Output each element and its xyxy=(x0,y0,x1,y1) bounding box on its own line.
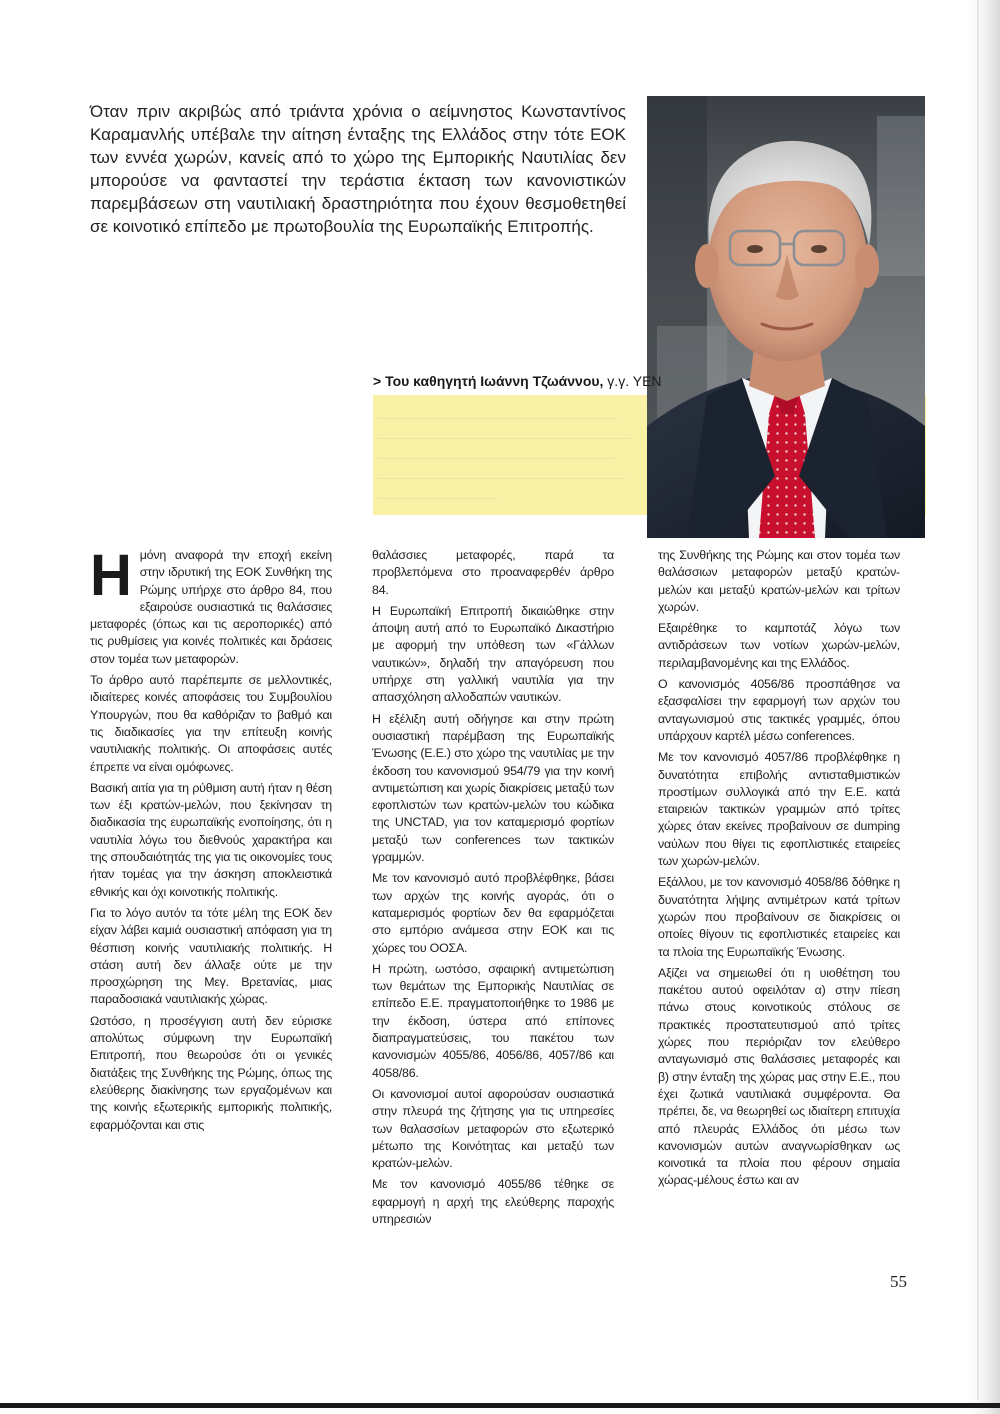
paragraph: Η εξέλιξη αυτή οδήγησε και στην πρώτη ουσιαστική παρέμβαση της Ευρωπαϊκής Ένωσης (Ε.Ε.) στο χώρο της ναυτιλίας με την έκδοση του κανονισμού 954/79 για την κοινή αντιμετώπιση και χωρίς διακρίσεις μεταξύ των εφοπλιστών των κρατών-μελών του κώδικα της UNCTAD, για τον καταμερισμό φορτίων μεταξύ των conferences των τακτικών γραμμών. xyxy=(372,711,614,865)
byline-role: γ.γ. ΥΕΝ xyxy=(603,373,662,389)
paragraph: Αξίζει να σημειωθεί ότι η υιοθέτηση του πακέτου αυτού οφειλόταν α) στην πίεση πάνω στους κοινοτικούς στόλους σε πρακτικές προστατευτισμού από τρίτες χώρες που περιόριζαν τον ελεύθερο ανταγωνισμό στις θαλάσσιες μεταφορές και β) στην ένταξη της χώρας μας στην Ε.Ε., που έχει ζωτικά ναυτιλιακά συμφέροντα. Θα πρέπει, δε, να θεωρηθεί ως ιδιαίτερη επιτυχία από πλευράς Ελλάδος ότι μέσω των κανονισμών αυτών αναγνωρίσθηκαν ως κοινοτικά τα πλοία που φέρουν σημαία χώρας-μέλους έστω και αν xyxy=(658,965,900,1188)
highlight-band-bleedthrough xyxy=(378,402,640,499)
paragraph: Ημόνη αναφορά την εποχή εκείνη στην ιδρυτική της ΕΟΚ Συνθήκη της Ρώμης υπήρχε στο άρθρο 84, που εξαιρούσε ουσιαστικά τις θαλάσσιες μεταφορές (όπως και τις αεροπορικές) από τις ρυθμίσεις για κοινές πολιτικές και δράσεις στον τομέα των μεταφορών. xyxy=(90,543,332,666)
paragraph: Η πρώτη, ωστόσο, σφαιρική αντιμετώπιση των θεμάτων της Εμπορικής Ναυτιλίας σε επίπεδο Ε.Ε. πραγματοποιήθηκε το 1986 με την έκδοση, ύστερα από επίπονες διαπραγματεύσεις, του πακέτου των κανονισμών 4055/86, 4056/86, 4057/86 και 4058/86. xyxy=(372,961,614,1080)
column-2 xyxy=(372,547,614,1232)
paragraph: Με τον κανονισμό αυτό προβλέφθηκε, βάσει των αρχών της κοινής αγοράς, ότι ο καταμερισμός φορτίων δεν θα εφαρμόζεται στο εμπόριο ανάμεσα στην ΕΟΚ και τις χώρες του ΟΟΣΑ. xyxy=(372,871,614,955)
paragraph: Εξαιρέθηκε το καμποτάζ λόγω των αντιδράσεων των νοτίων χωρών-μελών, περιλαμβανομένης και της Ελλάδος. xyxy=(658,621,900,670)
paragraph: Εξάλλου, με τον κανονισμό 4058/86 δόθηκε η δυνατότητα λήψης αντιμέτρων κατά τρίτων χωρών που προβαίνουν σε διακρίσεις οι οποίες θίγουν τις εφοπλιστικές εταιρείες και τα πλοία της Ευρωπαϊκής Ένωσης. xyxy=(658,875,900,959)
intro-paragraph: Όταν πριν ακριβώς από τριάντα χρόνια ο αείμνηστος Κωνσταντίνος Καραμανλής υπέβαλε την αίτηση ένταξης της Ελλάδος στην τότε ΕΟΚ των εννέα χωρών, κανείς από το χώρο της Εμπορικής Ναυτιλίας δεν μπορούσε να φανταστεί την τεράστια έκταση των κανονιστικών παρεμβάσεων στη ναυτιλιακή δραστηριότητα που έχουν θεσμοθετηθεί σε κοινοτικό επίπεδο με πρωτοβουλία της Ευρωπαϊκής Επιτροπής. xyxy=(90,102,626,236)
paragraph: Οι κανονισμοί αυτοί αφορούσαν ουσιαστικά στην πλευρά της ζήτησης για τις υπηρεσίες των θαλασσίων μεταφορών στο εξωτερικό μέτωπο της Κοινότητας και μεταξύ των κρατών-μελών. xyxy=(372,1086,614,1171)
bottom-scan-border xyxy=(0,1403,1000,1408)
paragraph: Βασική αιτία για τη ρύθμιση αυτή ήταν η θέση των έξι κρατών-μελών, που ξεκίνησαν τη διαδικασία της ευρωπαϊκής ενοποίησης, ότι η ναυτιλία λόγω του διεθνούς χαρακτήρα και της σπουδαιότητάς της για τις οικονομίες τους ήταν τομέας για την άσκηση αποκλειστικά εθνικής και όχι κοινοτικής πολιτικής. xyxy=(90,780,332,899)
column-3 xyxy=(658,547,900,1194)
paragraph: Για το λόγο αυτόν τα τότε μέλη της ΕΟΚ δεν είχαν λάβει καμιά ουσιαστική απόφαση για τη θέσπιση κοινής ναυτιλιακής πολιτικής. Η στάση αυτή δεν άλλαξε ούτε με την προσχώρηση της Μεγ. Βρετανίας, μιας παραδοσιακά ναυτιλιακής χώρας. xyxy=(90,905,332,1007)
paragraph: Ο κανονισμός 4056/86 προσπάθησε να εξασφαλίσει την εφαρμογή των αρχών του ανταγωνισμού στις τακτικές γραμμές, όπου υπάρχουν καρτέλ μέσω conferences. xyxy=(658,677,900,743)
paragraph: Με τον κανονισμό 4055/86 τέθηκε σε εφαρμογή η αρχή της ελεύθερης παροχής υπηρεσιών xyxy=(372,1177,614,1226)
byline xyxy=(373,373,662,389)
paragraph: Το άρθρο αυτό παρέπεμπε σε μελλοντικές, ιδιαίτερες κοινές αποφάσεις του Συμβουλίου Υπουργών, που θα καθόριζαν το βαθμό και τις διαδικασίες για την επίτευξη κοινής ναυτιλιακής πολιτικής. Οι αποφάσεις αυτές έπρεπε να είναι ομόφωνες. xyxy=(90,673,332,774)
paragraph: θαλάσσιες μεταφορές, παρά τα προβλεπόμενα στο προαναφερθέν άρθρο 84. xyxy=(372,548,614,597)
byline-author: Του καθηγητή Ιωάννη Τζωάννου, xyxy=(385,373,604,389)
byline-arrow: > xyxy=(373,373,386,389)
article-body xyxy=(90,543,910,1247)
drop-cap: Η xyxy=(90,543,132,608)
column-1 xyxy=(90,543,332,1138)
paragraph: Ωστόσο, η προσέγγιση αυτή δεν εύρισκε απολύτως σύμφωνη την Ευρωπαϊκή Επιτροπή, που θεωρούσε ότι οι γενικές διατάξεις της Συνθήκης της Ρώμης, όπως της ελεύθερης διακίνησης των εργαζομένων και της κοινής εξωτερικής εμπορικής πολιτικής, εφαρμόζονται και στις xyxy=(90,1013,332,1132)
paragraph: της Συνθήκης της Ρώμης και στον τομέα των θαλάσσιων μεταφορών μεταξύ κρατών-μελών και μεταξύ κρατών-μελών και τρίτων χωρών. xyxy=(658,548,900,614)
author-portrait xyxy=(647,96,925,538)
page-number: 55 xyxy=(890,1272,907,1291)
paragraph: Η Ευρωπαϊκή Επιτροπή δικαιώθηκε στην άποψη αυτή από το Ευρωπαϊκό Δικαστήριο με αφορμή την υπόθεση των «Γάλλων ναυτικών», δηλαδή την απαγόρευση που υπήρχε στη γαλλική ναυτιλία για την απασχόληση αλλοδαπών ναυτικών. xyxy=(372,603,614,705)
paragraph: Με τον κανονισμό 4057/86 προβλέφθηκε η δυνατότητα επιβολής αντισταθμιστικών προστίμων συλλογικά από την Ε.Ε. κατά εταιρειών τακτικών γραμμών από τρίτες χώρες όταν εκείνες προβαίνουν σε dumping ναύλων που θίγει τις εφοπλιστικές εταιρείες των χωρών-μελών. xyxy=(658,750,900,869)
